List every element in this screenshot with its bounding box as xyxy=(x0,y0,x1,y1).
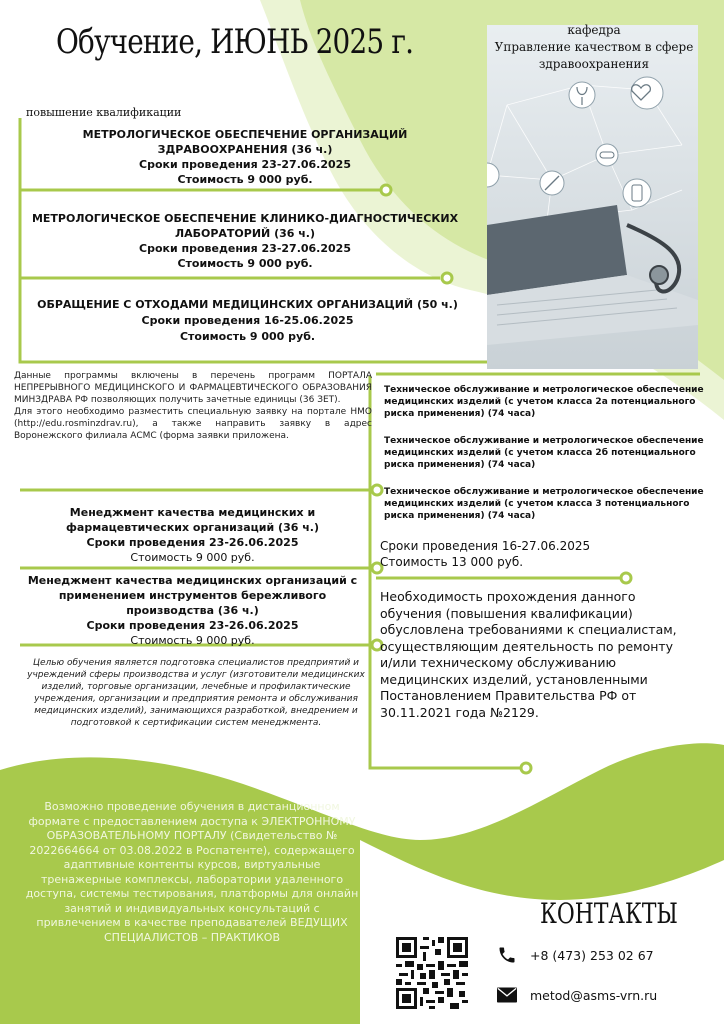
course-3-name: ОБРАЩЕНИЕ С ОТХОДАМИ МЕДИЦИНСКИХ ОРГАНИЗАЦИЙ (50 ч.) xyxy=(37,298,458,311)
management-1-cost: Стоимость 9 000 руб. xyxy=(130,551,255,564)
tech-cost: Стоимость 13 000 руб. xyxy=(380,555,524,569)
training-goal: Целью обучения является подготовка специалистов предприятий и учреждений сферы производства и услуг (изготовители медицинских изделий, торговые организации, лечебные и профилактические учреждения, организации и предприятия ремонта и обслуживания медицинских изделий), занимающихся разработкой, внедрением и подготовкой к сертификации систем менеджмента. xyxy=(27,658,365,728)
course-2-name: МЕТРОЛОГИЧЕСКОЕ ОБЕСПЕЧЕНИЕ КЛИНИКО-ДИАГНОСТИЧЕСКИХ ЛАБОРАТОРИЙ (36 ч.) xyxy=(31,212,459,240)
management-1-dates: Сроки проведения 23-26.06.2025 xyxy=(86,536,299,549)
email-contact[interactable] xyxy=(497,987,657,1003)
contacts-title: КОНТАКТЫ xyxy=(540,897,678,930)
tech-dates: Сроки проведения 16-27.06.2025 xyxy=(380,539,591,553)
connector-dot-2 xyxy=(442,273,452,283)
department-name: Управление качеством в сфере здравоохранения xyxy=(494,40,694,71)
bottle-icon xyxy=(623,179,651,207)
envelope-icon xyxy=(497,987,517,1003)
description-p2: Для этого необходимо разместить специальную заявку на портале НМО (http://edu.rosminzdrav.ru), а также направить заявку в адрес Воронежского филиала АСМС (форма заявки приложена. xyxy=(14,407,372,441)
course-1-dates: Сроки проведения 23-27.06.2025 xyxy=(139,158,351,171)
tech-courses xyxy=(384,384,714,537)
management-2-dates: Сроки проведения 23-26.06.2025 xyxy=(86,619,299,632)
course-3-dates: Сроки проведения 16-25.06.2025 xyxy=(141,314,354,327)
course-block-3 xyxy=(20,297,475,345)
management-2-name: Менеджмент качества медицинских организаций с применением инструментов бережливого производства (36 ч.) xyxy=(27,574,358,617)
course-1-cost: Стоимость 9 000 руб. xyxy=(177,173,313,186)
department-caption xyxy=(484,22,704,73)
connector-dot-7 xyxy=(621,573,631,583)
section-label: повышение квалификации xyxy=(26,106,182,119)
department-label: кафедра xyxy=(567,23,621,37)
page-title: Обучение, ИЮНЬ 2025 г. xyxy=(56,22,414,62)
connector-dot-4 xyxy=(372,485,382,495)
tech-course-1: Техническое обслуживание и метрологическое обеспечение медицинских изделий (с учетом класса 2а потенциального риска применения) (74 часа) xyxy=(384,385,704,419)
course-3-cost: Стоимость 9 000 руб. xyxy=(179,330,316,343)
heart-plus-icon xyxy=(631,77,663,109)
tech-schedule xyxy=(380,538,710,570)
phone-number[interactable]: +8 (473) 253 02 67 xyxy=(530,947,654,963)
course-block-1 xyxy=(30,127,460,187)
distance-learning-text: Возможно проведение обучения в дистанционном формате с предоставлением доступа к ЭЛЕКТРОННОМУ ОБРАЗОВАТЕЛЬНОМУ ПОРТАЛУ (Свидетельство № 2022664664 от 03.08.2022 в Роспатенте), содержащего адаптивные контенты курсов, виртуальные тренажерные комплексы, лаборатории удаленного доступа, системы тестирования, платформы для онлайн занятий и индивидуальных консультаций с привлечением в качестве преподавателей ВЕДУЩИХ СПЕЦИАЛИСТОВ – ПРАКТИКОВ xyxy=(25,800,359,944)
management-course-1 xyxy=(20,505,365,565)
course-2-dates: Сроки проведения 23-27.06.2025 xyxy=(139,242,351,255)
management-1-name: Менеджмент качества медицинских и фармацевтических организаций (36 ч.) xyxy=(66,506,319,534)
course-1-name: МЕТРОЛОГИЧЕСКОЕ ОБЕСПЕЧЕНИЕ ОРГАНИЗАЦИЙ ЗДРАВООХРАНЕНИЯ (36 ч.) xyxy=(82,128,408,156)
description-p1: Данные программы включены в перечень программ ПОРТАЛА НЕПРЕРЫВНОГО МЕДИЦИНСКОГО И ФАРМАЦЕВТИЧЕСКОГО ОБРАЗОВАНИЯ МИНЗДРАВА РФ позволяющих получить зачетные единицы (36 ЗЕТ). xyxy=(14,371,372,405)
connector-dot-8 xyxy=(521,763,531,773)
tech-course-3: Техническое обслуживание и метрологическое обеспечение медицинских изделий (с учетом класса 3 потенциального риска применения) (74 часа) xyxy=(384,487,704,521)
bandage-icon xyxy=(596,144,618,166)
management-2-cost: Стоимость 9 000 руб. xyxy=(130,634,255,647)
course-block-2 xyxy=(30,211,460,271)
qr-code-icon[interactable] xyxy=(396,937,468,1009)
medical-laptop-illustration xyxy=(487,25,698,369)
management-course-2 xyxy=(20,573,365,648)
phone-icon xyxy=(497,945,517,965)
tech-course-2: Техническое обслуживание и метрологическое обеспечение медицинских изделий (с учетом класса 2б потенциального риска применения) (74 часа) xyxy=(384,436,704,470)
necessity-text: Необходимость прохождения данного обучения (повышения квалификации) обусловлена требованиями к специалистам, осуществляющим деятельность по ремонту и/или техническому обслуживанию медицинских изделий, установленными Постановлением Правительства РФ от 30.11.2021 года №2129. xyxy=(380,589,677,720)
course-2-cost: Стоимость 9 000 руб. xyxy=(177,257,313,270)
email-address[interactable]: metod@asms-vrn.ru xyxy=(530,987,658,1003)
phone-contact[interactable] xyxy=(497,945,654,965)
programs-description xyxy=(14,370,372,442)
